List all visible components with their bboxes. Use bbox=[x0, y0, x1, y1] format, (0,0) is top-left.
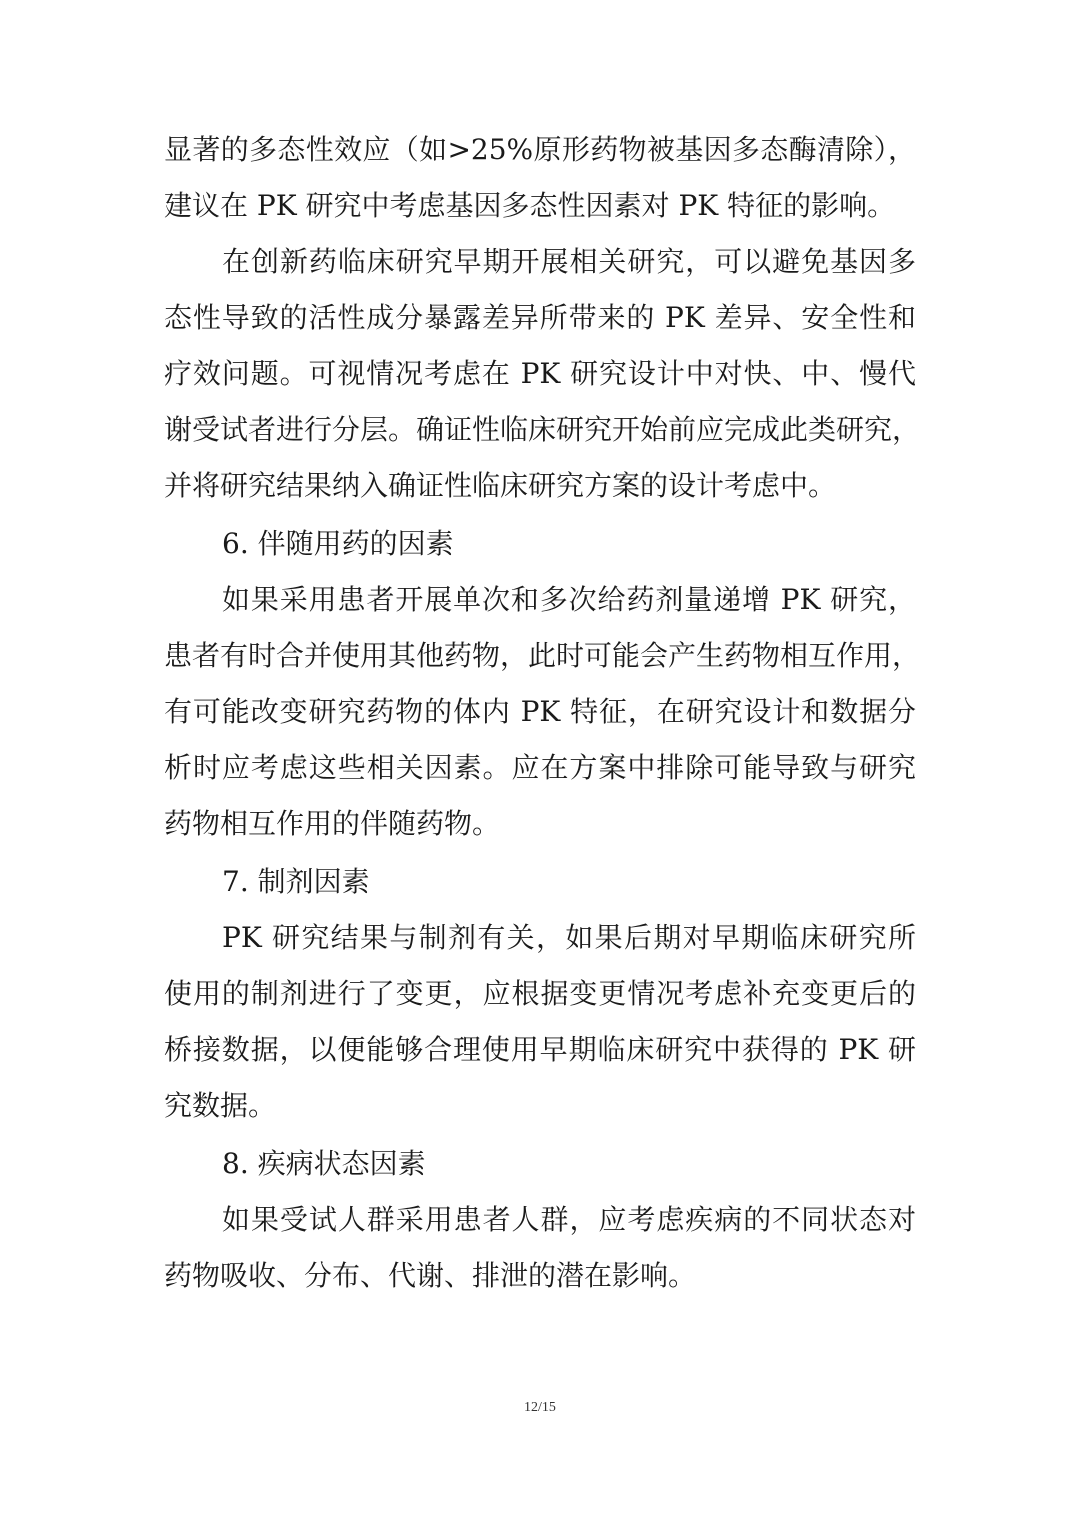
text-line: 药物吸收、分布、代谢、排泄的潜在影响。 bbox=[164, 1259, 697, 1292]
text-line: 使用的制剂进行了变更，应根据变更情况考虑补充变更后的 bbox=[164, 977, 916, 1010]
text-line: 如果受试人群采用患者人群，应考虑疾病的不同状态对 bbox=[222, 1203, 916, 1236]
text-line: 谢受试者进行分层。确证性临床研究开始前应完成此类研究， bbox=[164, 413, 921, 446]
text-line: 显著的多态性效应（如>25%原形药物被基因多态酶清除）， bbox=[164, 133, 916, 166]
section-heading: 7. 制剂因素 bbox=[222, 865, 370, 898]
text-line: 有可能改变研究药物的体内 PK 特征，在研究设计和数据分 bbox=[164, 695, 916, 728]
text-line: 态性导致的活性成分暴露差异所带来的 PK 差异、安全性和 bbox=[164, 301, 916, 334]
text-line: 并将研究结果纳入确证性临床研究方案的设计考虑中。 bbox=[164, 469, 837, 502]
text-line: 究数据。 bbox=[164, 1089, 277, 1122]
text-line: 疗效问题。可视情况考虑在 PK 研究设计中对快、中、慢代 bbox=[164, 357, 916, 390]
text-line: 桥接数据，以便能够合理使用早期临床研究中获得的 PK 研 bbox=[164, 1033, 916, 1066]
text-line: 建议在 PK 研究中考虑基因多态性因素对 PK 特征的影响。 bbox=[164, 189, 896, 222]
text-line: 患者有时合并使用其他药物，此时可能会产生药物相互作用， bbox=[164, 639, 921, 672]
text-line: 药物相互作用的伴随药物。 bbox=[164, 807, 501, 840]
section-heading: 8. 疾病状态因素 bbox=[222, 1147, 426, 1180]
section-heading: 6. 伴随用药的因素 bbox=[222, 527, 454, 560]
text-line: PK 研究结果与制剂有关，如果后期对早期临床研究所 bbox=[222, 921, 916, 954]
page-number: 12/15 bbox=[524, 1400, 556, 1415]
text-line: 如果采用患者开展单次和多次给药剂量递增 PK 研究， bbox=[222, 583, 916, 616]
text-line: 析时应考虑这些相关因素。应在方案中排除可能导致与研究 bbox=[164, 751, 916, 784]
text-line: 在创新药临床研究早期开展相关研究，可以避免基因多 bbox=[222, 245, 916, 278]
